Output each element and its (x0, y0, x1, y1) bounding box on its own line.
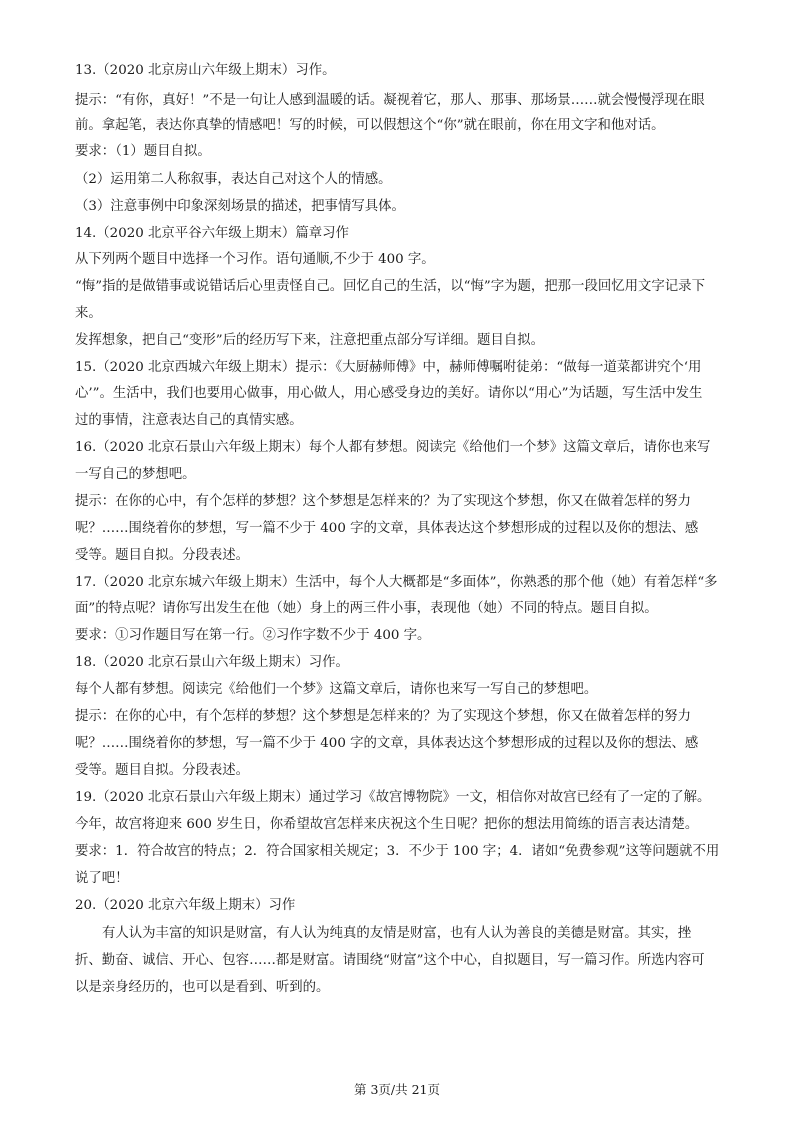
q14-option-1-line-1: “悔”指的是做错事或说错话后心里责怪自己。回忆自己的生活，以“悔”字为题，把那一段回忆用文字记录下 (75, 279, 705, 294)
q19-line-2: 今年，故宫将迎来 600 岁生日，你希望故宫怎样来庆祝这个生日呢？把你的想法用简练的语言表达清楚。 (75, 817, 699, 832)
q15-line-1: 15.（2020 北京西城六年级上期末）提示：《大厨赫师傅》中，赫师傅嘱咐徒弟：“做每一道菜都讲究个‘用 (75, 360, 702, 375)
q19-line-1: 19.（2020 北京石景山六年级上期末）通过学习《故宫博物院》一文，相信你对故宫已经有了一定的了解。 (75, 790, 711, 805)
q13-prompt-line-1: 提示：“有你，真好！”不是一句让人感到温暖的话。凝视着它，那人、那事、那场景……就会慢慢浮现在眼 (75, 93, 705, 108)
q19-requirements-line-2: 说了吧！ (75, 871, 129, 886)
q14-instruction: 从下列两个题目中选择一个习作。语句通顺,不少于 400 字。 (75, 252, 435, 267)
q17-line-2: 面”的特点呢？请你写出发生在他（她）身上的两三件小事，表现他（她）不同的特点。题目自拟。 (75, 601, 658, 616)
q20-line-1: 有人认为丰富的知识是财富，有人认为纯真的友情是财富，也有人认为善良的美德是财富。其实，挫 (102, 926, 692, 941)
q14-option-1-line-2: 来。 (75, 306, 102, 321)
q15-line-2: 心’”。生活中，我们也要用心做事，用心做人，用心感受身边的美好。请你以“用心”为话题，写生活中发生 (75, 386, 703, 401)
q13-requirement-1: 要求：（1）题目自拟。 (75, 144, 211, 159)
q16-line-2: 一写自己的梦想吧。 (75, 467, 196, 482)
q13-requirement-2: （2）运用第二人称叙事，表达自己对这个人的情感。 (75, 172, 392, 187)
q18-line-1: 每个人都有梦想。阅读完《给他们一个梦》这篇文章后，请你也来写一写自己的梦想吧。 (75, 682, 598, 697)
q13-heading: 13.（2020 北京房山六年级上期末）习作。 (75, 63, 336, 78)
q20-heading: 20.（2020 北京六年级上期末）习作 (75, 898, 296, 913)
q16-prompt-line-2: 呢？……围绕着你的梦想，写一篇不少于 400 字的文章，具体表达这个梦想形成的过程以及你的想法、感 (75, 521, 699, 536)
page-number-footer: 第 3页/共 21页 (353, 1082, 441, 1097)
q17-requirements: 要求：①习作题目写在第一行。②习作字数不少于 400 字。 (75, 628, 431, 643)
q15-line-3: 过的事情，注意表达自己的真情实感。 (75, 413, 303, 428)
q17-line-1: 17.（2020 北京东城六年级上期末）生活中，每个人大概都是“多面体”，你熟悉的那个他（她）有着怎样“多 (75, 575, 718, 590)
q14-option-2: 发挥想象，把自己“变形”后的经历写下来，注意把重点部分写详细。题目自拟。 (75, 333, 544, 348)
q18-prompt-line-2: 呢？……围绕着你的梦想，写一篇不少于 400 字的文章，具体表达这个梦想形成的过程以及你的想法、感 (75, 736, 699, 751)
q13-prompt-line-2: 前。拿起笔，表达你真挚的情感吧！写的时候，可以假想这个“你”就在眼前，你在用文字和他对话。 (75, 118, 665, 133)
q20-line-3: 以是亲身经历的，也可以是看到、听到的。 (75, 980, 330, 995)
q16-line-1: 16.（2020 北京石景山六年级上期末）每个人都有梦想。阅读完《给他们一个梦》这篇文章后，请你也来写 (75, 440, 711, 455)
q18-prompt-line-1: 提示：在你的心中，有个怎样的梦想？这个梦想是怎样来的？为了实现这个梦想，你又在做着怎样的努力 (75, 709, 691, 724)
q13-requirement-3: （3）注意事例中印象深刻场景的描述，把事情写具体。 (75, 199, 405, 214)
q16-prompt-line-3: 受等。题目自拟。分段表述。 (75, 548, 250, 563)
q16-prompt-line-1: 提示：在你的心中，有个怎样的梦想？这个梦想是怎样来的？为了实现这个梦想，你又在做着怎样的努力 (75, 494, 691, 509)
q19-requirements-line-1: 要求：1．符合故宫的特点；2．符合国家相关规定；3．不少于 100 字；4．诸如“免费参观”这等问题就不用 (75, 844, 720, 859)
q14-heading: 14.（2020 北京平谷六年级上期末）篇章习作 (75, 226, 349, 241)
q20-line-2: 折、勤奋、诚信、开心、包容……都是财富。请围绕“财富”这个中心，自拟题目，写一篇习作。所选内容可 (75, 953, 705, 968)
q18-heading: 18.（2020 北京石景山六年级上期末）习作。 (75, 655, 349, 670)
q18-prompt-line-3: 受等。题目自拟。分段表述。 (75, 763, 250, 778)
